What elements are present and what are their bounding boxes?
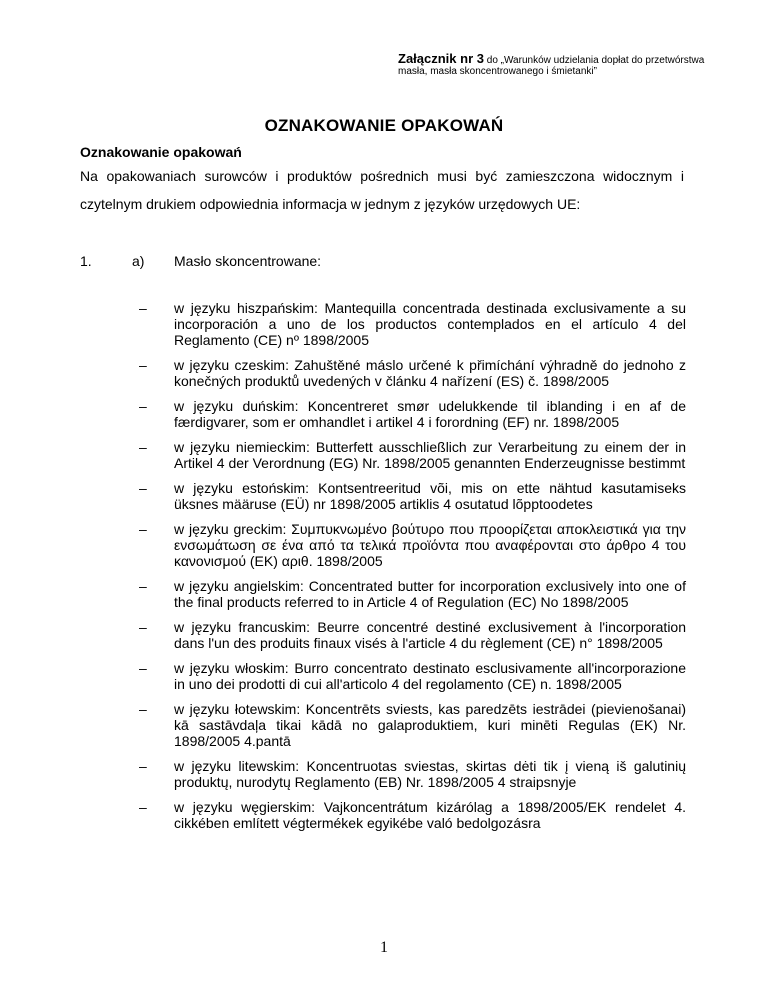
list-bullet: – [139, 300, 147, 316]
list-bullet: – [139, 701, 147, 717]
list-item: w języku włoskim: Burro concentrato destinato esclusivamente all'incorporazione in uno dei prodotti di cui all'articolo 4 del regolamento (CE) n. 1898/2005 [174, 660, 686, 692]
section-subtitle: Oznakowanie opakowań [80, 144, 242, 160]
list-bullet: – [139, 398, 147, 414]
page-title: OZNAKOWANIE OPAKOWAŃ [264, 116, 504, 135]
list-bullet: – [139, 799, 147, 815]
list-bullet: – [139, 619, 147, 635]
list-bullet: – [139, 480, 147, 496]
list-item: w języku estońskim: Kontsentreeritud või, mis on ette nähtud kasutamiseks üksnes määruse (EÜ) nr 1898/2005 artiklis 4 osutatud lõpptoodetes [174, 480, 686, 512]
list-item: w języku litewskim: Koncentruotas sviestas, skirtas dėti tik į vieną iš galutinių produktų, nurodytų Reglamento (EB) Nr. 1898/2005 4 straipsnyje [174, 758, 686, 790]
list-item: w języku hiszpańskim: Mantequilla concentrada destinada exclusivamente a su incorporación a uno de los productos contemplados en el artículo 4 del Reglamento (CE) nº 1898/2005 [174, 300, 686, 348]
section-letter: a) [132, 253, 145, 269]
list-item: w języku duńskim: Koncentreret smør udelukkende til iblanding i en af de færdigvarer, som er omhandlet i artikel 4 i forordning (EF) nr. 1898/2005 [174, 398, 686, 430]
list-item: w języku niemieckim: Butterfett ausschließlich zur Verarbeitung zu einem der in Artikel 4 der Verordnung (EG) Nr. 1898/2005 genannten Enderzeugnisse bestimmt [174, 439, 686, 471]
list-item: w języku węgierskim: Vajkoncentrátum kizárólag a 1898/2005/EK rendelet 4. cikkében említett végtermékek egyikébe való bedolgozásra [174, 799, 686, 831]
list-bullet: – [139, 439, 147, 455]
annex-reference [398, 53, 728, 77]
list-bullet: – [139, 660, 147, 676]
section-number: 1. [80, 253, 92, 269]
list-bullet: – [139, 521, 147, 537]
list-item: w języku angielskim: Concentrated butter for incorporation exclusively into one of the final products referred to in Article 4 of Regulation (EC) No 1898/2005 [174, 578, 686, 610]
list-item: w języku czeskim: Zahuštěné máslo určené k přimíchání výhradně do jednoho z konečných produktů uvedených v článku 4 nařízení (ES) č. 1898/2005 [174, 357, 686, 389]
annex-text: do „Warunków udzielania dopłat do przetwórstwa masła, masła skoncentrowanego i śmietanki” [398, 55, 705, 77]
page-number: 1 [380, 939, 388, 956]
list-bullet: – [139, 758, 147, 774]
list-item: w języku greckim: Συμπυκνωμένο βούτυρο που προορίζεται αποκλειστικά για την ενσωμάτωση σε ένα από τα τελικά προϊόντα που αναφέρονται στο άρθρο 4 του κανονισμού (ΕΚ) αριθ. 1898/2005 [174, 521, 686, 569]
annex-label: Załącznik nr 3 [398, 51, 484, 66]
section-heading: Masło skoncentrowane: [174, 253, 322, 269]
list-bullet: – [139, 357, 147, 373]
list-bullet: – [139, 578, 147, 594]
list-item: w języku francuskim: Beurre concentré destiné exclusivement à l'incorporation dans l'un des produits finaux visés à l'article 4 du règlement (CE) n° 1898/2005 [174, 619, 686, 651]
intro-paragraph: Na opakowaniach surowców i produktów pośrednich musi być zamieszczona widocznym i czytelnym drukiem odpowiednia informacja w jednym z języków urzędowych UE: [80, 168, 684, 212]
list-item: w języku łotewskim: Koncentrēts sviests, kas paredzēts iestrādei (pievienošanai) kā sastāvdaļa tikai kādā no galaproduktiem, kuri minēti Regulas (EK) Nr. 1898/2005 4.pantā [174, 701, 686, 749]
